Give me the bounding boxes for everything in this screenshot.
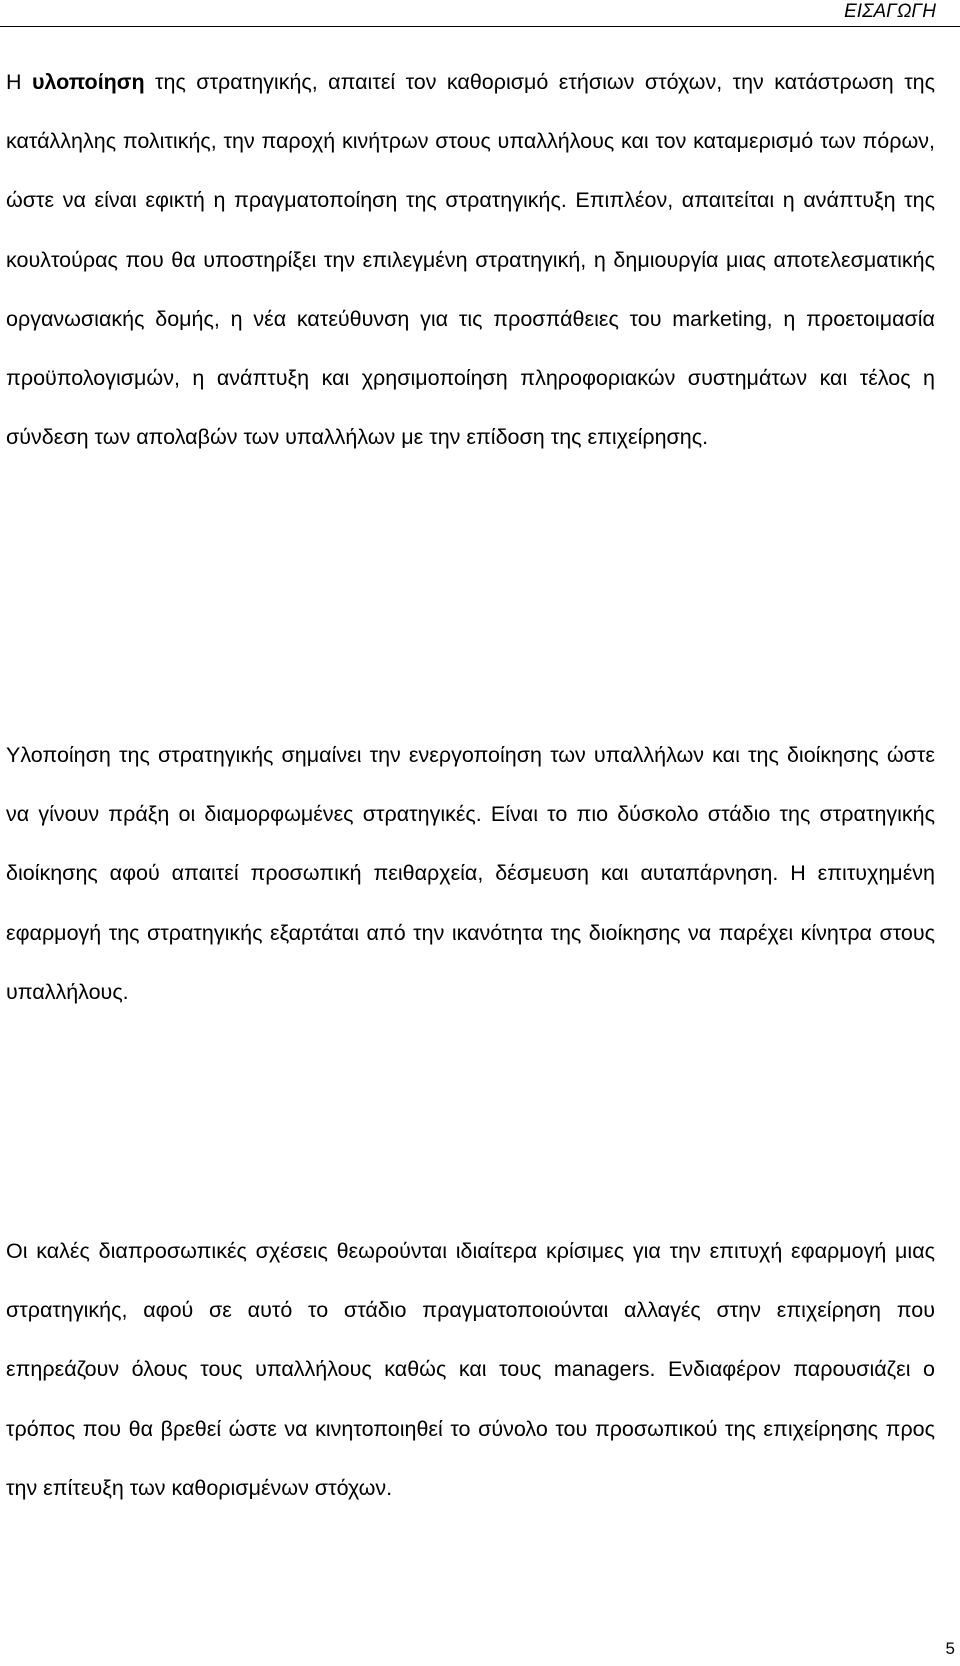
paragraph-1-text: της στρατηγικής, απαιτεί τον καθορισμό ετήσιων στόχων, την κατάστρωση της κατάλληλης πολιτικής, την παροχή κινήτρων στους υπαλλήλους και τον καταμερισμό των πόρων, ώστε να είναι εφικτή η πραγματοποίηση της στρατηγικής. Επιπλέον, απαιτείται η ανάπτυξη της κουλτούρας που θα υποστηρίξει την επιλεγμένη στρατηγική, η δημιουργία μιας αποτελεσματικής οργανωσιακής δομής, η νέα κατεύθυνση για τις προσπάθειες του marketing, η προετοιμασία προϋπολογισμών, η ανάπτυξη και χρησιμοποίηση πληροφοριακών συστημάτων και τέλος η σύνδεση των απολαβών των υπαλλήλων με την επίδοση της επιχείρησης. bbox=[6, 70, 936, 450]
paragraph-2 bbox=[6, 726, 935, 1022]
page-header bbox=[0, 0, 960, 26]
paragraph-1-lead: Η bbox=[6, 70, 32, 94]
paragraph-3 bbox=[6, 1222, 935, 1518]
header-divider bbox=[0, 26, 960, 27]
chapter-title: ΕΙΣΑΓΩΓΗ bbox=[844, 1, 936, 22]
paragraph-2-text: Υλοποίηση της στρατηγικής σημαίνει την ενεργοποίηση των υπαλλήλων και της διοίκησης ώστε να γίνουν πράξη οι διαμορφωμένες στρατηγικές. Είναι το πιο δύσκολο στάδιο της στρατηγικής διοίκησης αφού απαιτεί προσωπική πειθαρχεία, δέσμευση και αυταπάρνηση. Η επιτυχημένη εφαρμογή της στρατηγικής εξαρτάται από την ικανότητα της διοίκησης να παρέχει κίνητρα στους υπαλλήλους. bbox=[6, 743, 935, 1004]
paragraph-3-text: Οι καλές διαπροσωπικές σχέσεις θεωρούνται ιδιαίτερα κρίσιμες για την επιτυχή εφαρμογή μιας στρατηγικής, αφού σε αυτό το στάδιο πραγματοποιούνται αλλαγές στην επιχείρηση που επηρεάζουν όλους τους υπαλλήλους καθώς και τους managers. Ενδιαφέρον παρουσιάζει ο τρόπος που θα βρεθεί ώστε να κινητοποιηθεί το σύνολο του προσωπικού της επιχείρησης προς την επίτευξη των καθορισμένων στόχων. bbox=[6, 1239, 935, 1500]
paragraph-1 bbox=[6, 53, 935, 467]
paragraph-1-bold-term: υλοποίηση bbox=[31, 70, 145, 94]
page-number: 5 bbox=[945, 1639, 955, 1658]
